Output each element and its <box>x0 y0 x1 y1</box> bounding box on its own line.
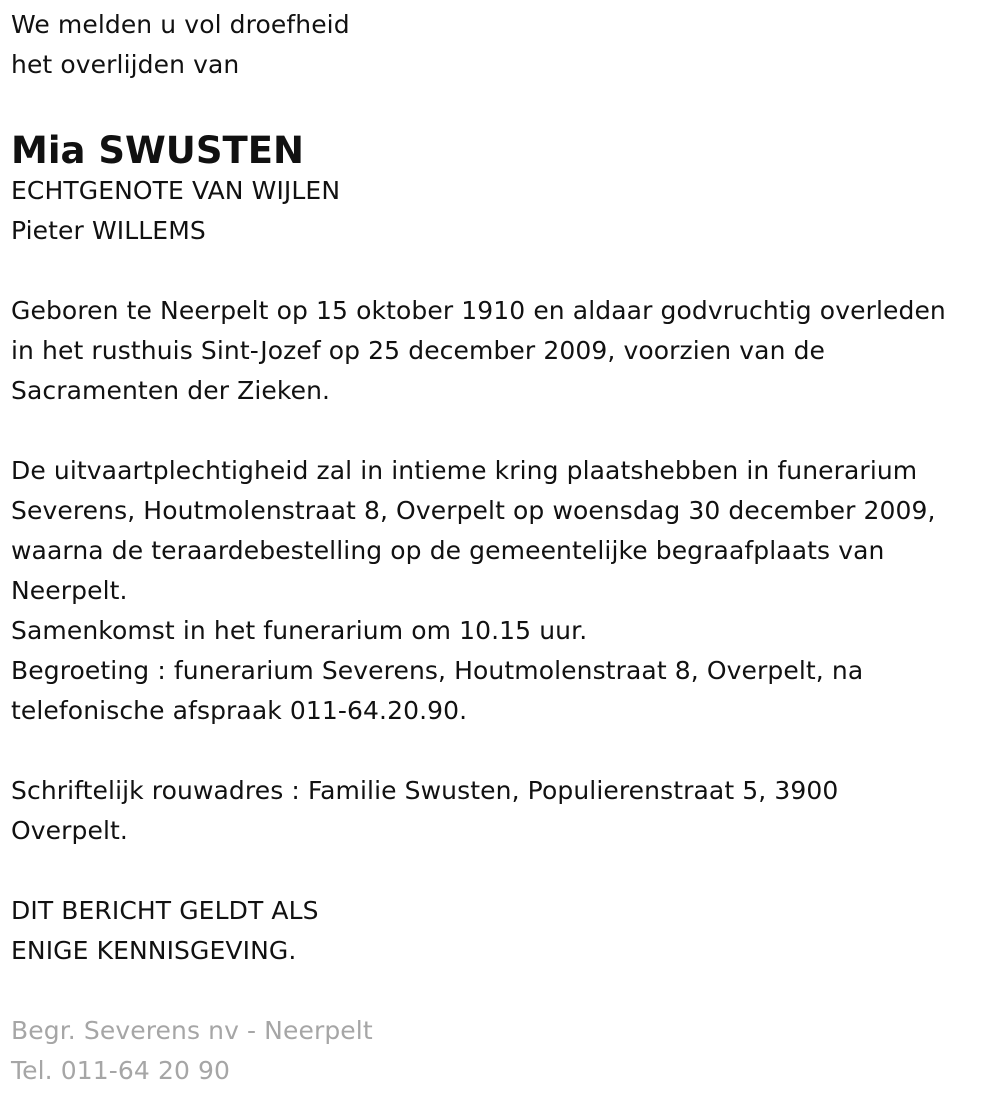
intro-line-1: We melden u vol droefheid <box>11 10 350 39</box>
footer-phone: Tel. 011-64 20 90 <box>11 1056 231 1085</box>
deceased-name: Mia SWUSTEN <box>11 129 304 172</box>
deceased-block <box>11 131 996 251</box>
funeral-line-2: Severens, Houtmolenstraat 8, Overpelt op woensdag 30 december 2009, <box>11 496 936 525</box>
funeral-line-4: Neerpelt. <box>11 576 128 605</box>
footer-company: Begr. Severens nv - Neerpelt <box>11 1016 373 1045</box>
address-line-1: Schriftelijk rouwadres : Familie Swusten, Populierenstraat 5, 3900 <box>11 776 839 805</box>
birth-death-line-3: Sacramenten der Zieken. <box>11 376 331 405</box>
address-paragraph <box>11 771 996 851</box>
condolence-line-2: telefonische afspraak 011-64.20.90. <box>11 696 468 725</box>
funeral-paragraph <box>11 451 996 731</box>
birth-death-paragraph <box>11 291 996 411</box>
intro-line-2: het overlijden van <box>11 50 240 79</box>
funeral-line-1: De uitvaartplechtigheid zal in intieme kring plaatshebben in funerarium <box>11 456 918 485</box>
gathering-line: Samenkomst in het funerarium om 10.15 uur. <box>11 616 588 645</box>
relation-line-1: ECHTGENOTE VAN WIJLEN <box>11 176 341 205</box>
condolence-line-1: Begroeting : funerarium Severens, Houtmolenstraat 8, Overpelt, na <box>11 656 864 685</box>
intro-block <box>11 5 996 85</box>
birth-death-line-2: in het rusthuis Sint-Jozef op 25 december 2009, voorzien van de <box>11 336 826 365</box>
address-line-2: Overpelt. <box>11 816 128 845</box>
notice-line-1: DIT BERICHT GELDT ALS <box>11 896 319 925</box>
notice-line-2: ENIGE KENNISGEVING. <box>11 936 297 965</box>
death-notice <box>11 5 996 1091</box>
funeral-line-3: waarna de teraardebestelling op de gemeentelijke begraafplaats van <box>11 536 885 565</box>
relation-line-2: Pieter WILLEMS <box>11 216 206 245</box>
birth-death-line-1: Geboren te Neerpelt op 15 oktober 1910 en aldaar godvruchtig overleden <box>11 296 946 325</box>
funeral-home-footer <box>11 1011 996 1091</box>
notice-paragraph <box>11 891 996 971</box>
